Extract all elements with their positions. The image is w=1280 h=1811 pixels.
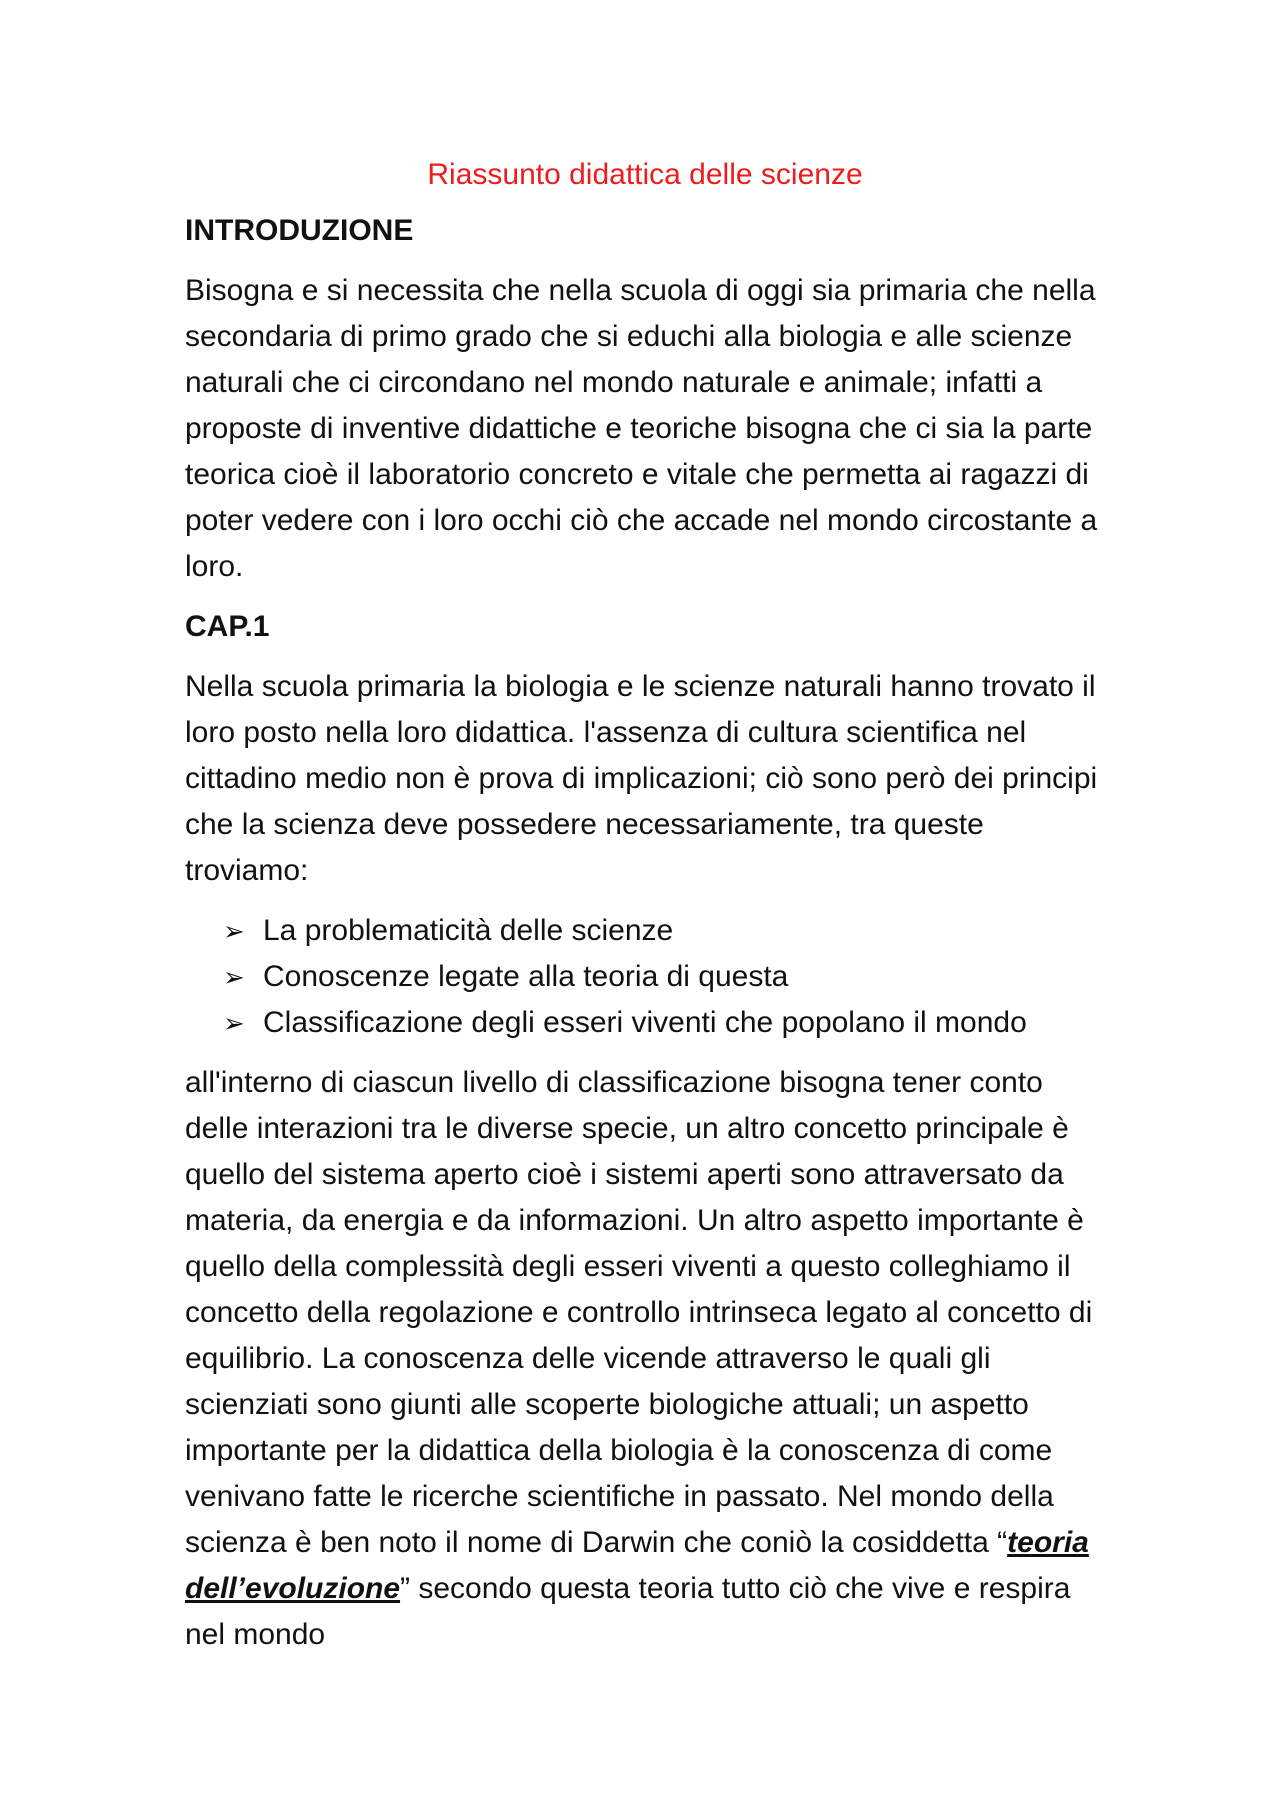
list-item-text: Classificazione degli esseri viventi che popolano il mondo <box>263 1006 1027 1039</box>
final-paragraph-end: ” secondo questa teoria tutto ciò che vive e respira nel mondo <box>185 1572 1071 1651</box>
list-item-text: Conoscenze legate alla teoria di questa <box>263 960 789 993</box>
final-paragraph-start: all'interno di ciascun livello di classificazione bisogna tener conto delle interazioni tra le diverse specie, un altro concetto principale è quello del sistema aperto cioè i sistemi aperti sono attraversato da materia, da energia e da informazioni. Un altro aspetto importante è quello della complessità degli esseri viventi a questo colleghiamo il concetto della regolazione e controllo intrinseca legato al concetto di equilibrio. La conoscenza delle vicende attraverso le quali gli scienziati sono giunti alle scoperte biologiche attuali; un aspetto importante per la didattica della biologia è la conoscenza di come venivano fatte le ricerche scientifiche in passato. Nel mondo della scienza è ben noto il nome di Darwin che coniò la cosiddetta “ <box>185 1066 1093 1559</box>
list-item <box>223 908 1105 954</box>
arrow-bullet-icon: ➢ <box>223 916 245 946</box>
list-item <box>223 1000 1105 1046</box>
principles-list <box>223 908 1105 1046</box>
evolution-theory-term: teoria dell’evoluzione <box>185 1526 1089 1605</box>
list-item <box>223 954 1105 1000</box>
cap1-paragraph: Nella scuola primaria la biologia e le scienze naturali hanno trovato il loro posto nella loro didattica. l'assenza di cultura scientifica nel cittadino medio non è prova di implicazioni; ciò sono però dei principi che la scienza deve possedere necessariamente, tra queste troviamo: <box>185 670 1098 887</box>
intro-heading: INTRODUZIONE <box>185 214 414 247</box>
arrow-bullet-icon: ➢ <box>223 962 245 992</box>
cap1-heading: CAP.1 <box>185 610 270 643</box>
arrow-bullet-icon: ➢ <box>223 1008 245 1038</box>
final-paragraph <box>185 1060 1105 1658</box>
document-title: Riassunto didattica delle scienze <box>427 158 863 191</box>
document-body <box>185 152 1105 1672</box>
list-item-text: La problematicità delle scienze <box>263 914 674 947</box>
intro-paragraph: Bisogna e si necessita che nella scuola di oggi sia primaria che nella secondaria di primo grado che si educhi alla biologia e alle scienze naturali che ci circondano nel mondo naturale e animale; infatti a proposte di inventive didattiche e teoriche bisogna che ci sia la parte teorica cioè il laboratorio concreto e vitale che permetta ai ragazzi di poter vedere con i loro occhi ciò che accade nel mondo circostante a loro. <box>185 274 1098 583</box>
